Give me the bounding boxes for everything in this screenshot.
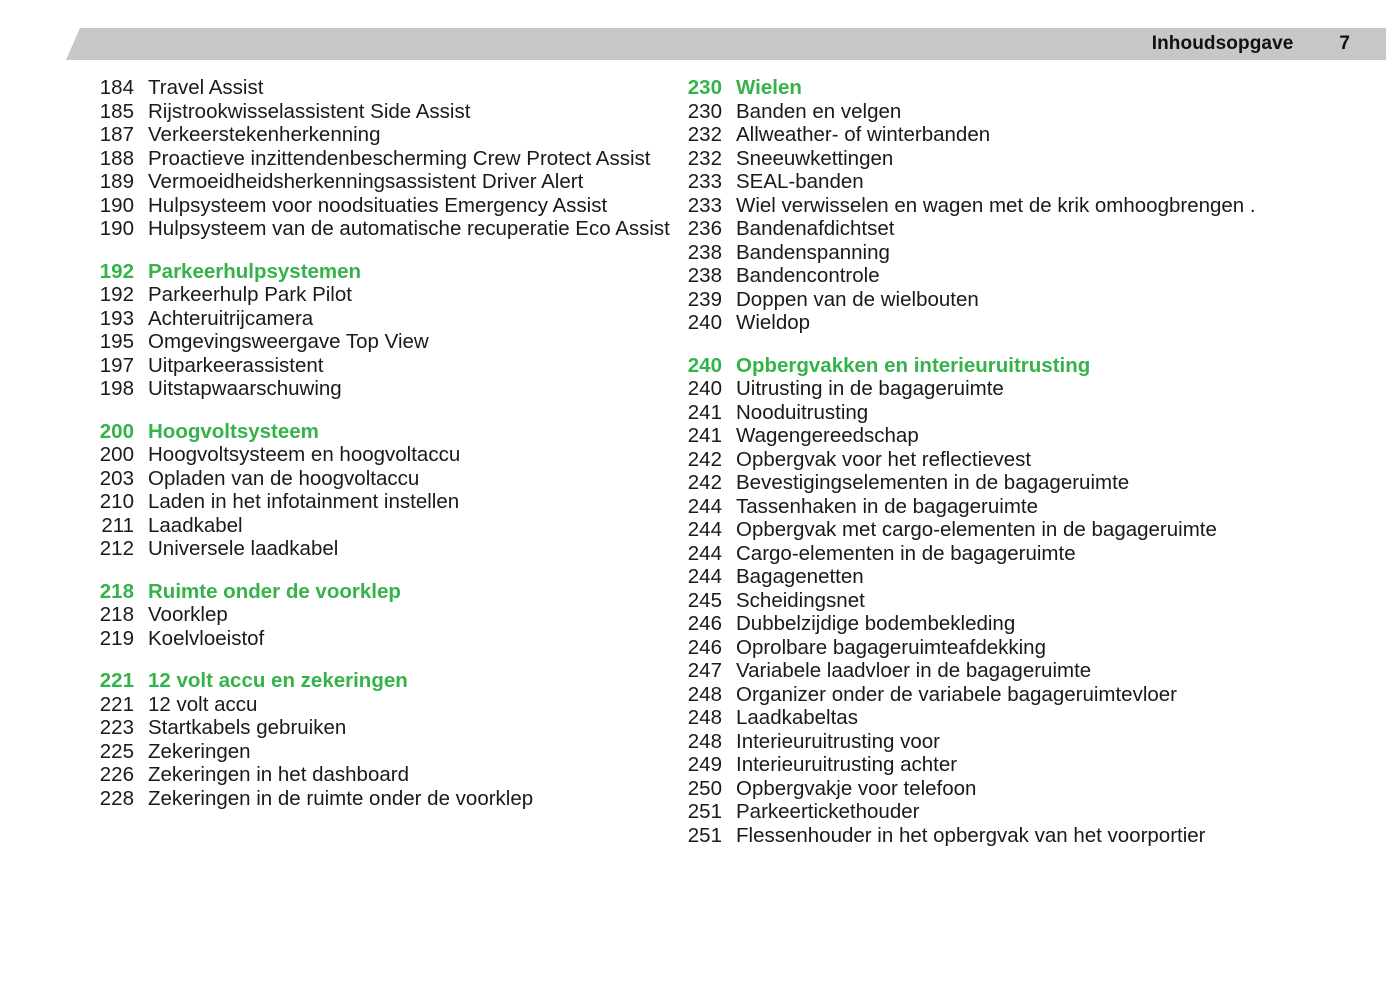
toc-entry-title: Wagengereedschap [736,424,919,447]
page-title: Inhoudsopgave [1151,33,1294,54]
toc-entry-page-number: 219 [99,626,134,650]
toc-entry-page-number: 221 [99,692,134,716]
toc-entry-row[interactable] [652,614,1386,635]
toc-entry-page-number: 248 [687,706,722,729]
toc-entry-page-number: 230 [687,99,722,123]
toc-entry-title: Parkeertickethouder [736,800,920,823]
toc-entry-row[interactable] [72,353,652,377]
toc-entry-page-number: 236 [687,217,722,240]
toc-entry-row[interactable] [72,692,652,716]
toc-entry-row[interactable] [652,567,1386,588]
toc-entry-page-number: 200 [99,419,134,443]
toc-entry-title: Allweather- of winterbanden [736,123,991,146]
toc-entry-title: SEAL-banden [736,170,864,193]
toc-entry-title: Nooduitrusting [736,400,869,424]
toc-entry-row[interactable] [652,99,1386,123]
toc-entry-row[interactable] [652,473,1386,494]
toc-entry-row[interactable] [652,729,1386,753]
toc-entry-row[interactable] [652,146,1386,170]
toc-entry-page-number: 185 [99,99,134,123]
toc-entry-page-number: 187 [99,123,134,146]
toc-entry-row[interactable] [652,313,1386,334]
toc-entry-page-number: 251 [687,823,722,847]
toc-entry-title: Koelvloeistof [148,626,265,650]
toc-column-left [0,76,670,849]
toc-entry-title: Wielen [736,76,802,99]
toc-entry-row[interactable] [652,125,1386,146]
toc-entry-title: Opbergvakken en interieuruitrusting [736,353,1091,377]
toc-entry-page-number: 241 [687,400,722,424]
toc-entry-row[interactable] [72,332,652,353]
toc-entry-page-number: 221 [99,669,134,692]
toc-entry-row[interactable] [652,755,1386,776]
toc-entry-title: Flessenhouder in het opbergvak van het voorportier [736,823,1206,847]
toc-entry-row[interactable] [72,146,652,170]
toc-entry-page-number: 247 [687,659,722,682]
toc-entry-title: Sneeuwkettingen [736,146,894,170]
toc-entry-title: Scheidingsnet [736,588,865,612]
toc-entry-page-number: 248 [687,682,722,706]
toc-entry-title: Wiel verwisselen en wagen met de krik omhoogbrengen . [736,193,1256,217]
toc-entry-title: Startkabels gebruiken [148,716,347,739]
toc-entry-title: Omgevingsweergave Top View [148,330,429,353]
toc-entry-title: Universele laadkabel [148,537,339,560]
toc-entry-row[interactable] [652,379,1386,400]
toc-entry-page-number: 188 [99,146,134,170]
toc-entry-title: Doppen van de wielbouten [736,287,979,311]
toc-entry-title: Hulpsysteem voor noodsituaties Emergency Assist [148,193,608,217]
toc-entry-page-number: 240 [687,377,722,400]
toc-entry-page-number: 251 [687,800,722,823]
toc-entry-page-number: 238 [687,264,722,287]
page-header [66,28,1386,60]
toc-entry-row[interactable] [72,539,652,560]
toc-entry-page-number: 190 [99,217,134,240]
toc-entry-title: Dubbelzijdige bodembekleding [736,612,1016,635]
toc-entry-title: Verkeerstekenherkenning [148,123,381,146]
toc-entry-row[interactable] [652,823,1386,847]
toc-entry-row[interactable] [72,193,652,217]
toc-entry-title: Proactieve inzittendenbescherming Crew Protect Assist [148,146,651,170]
toc-entry-title: Vermoeidheidsherkenningsassistent Driver Alert [148,170,584,193]
toc-entry-title: Bagagenetten [736,565,864,588]
toc-section-row[interactable] [72,671,652,692]
toc-entry-page-number: 248 [687,729,722,753]
toc-entry-page-number: 244 [687,494,722,518]
toc-entry-title: Interieuruitrusting achter [736,753,958,776]
toc-entry-title: Rijstrookwisselassistent Side Assist [148,99,471,123]
toc-entry-page-number: 246 [687,635,722,659]
toc-entry-page-number: 250 [687,776,722,800]
toc-entry-title: Uitparkeerassistent [148,353,324,377]
toc-entry-page-number: 223 [99,716,134,739]
toc-entry-row[interactable] [72,78,652,99]
toc-entry-page-number: 239 [687,287,722,311]
toc-entry-page-number: 226 [99,763,134,786]
toc-entry-title: Interieuruitrusting voor [736,729,940,753]
toc-entry-row[interactable] [72,765,652,786]
toc-entry-row[interactable] [72,786,652,810]
toc-entry-title: Laadkabeltas [736,706,858,729]
toc-entry-row[interactable] [652,240,1386,264]
toc-entry-page-number: 232 [687,146,722,170]
toc-entry-row[interactable] [652,588,1386,612]
toc-entry-page-number: 218 [99,579,134,603]
toc-entry-page-number: 184 [99,76,134,99]
toc-entry-title: Ruimte onder de voorklep [148,579,401,603]
toc-entry-page-number: 228 [99,786,134,810]
toc-entry-title: Hulpsysteem van de automatische recuperatie Eco Assist [148,217,670,240]
toc-entry-page-number: 225 [99,739,134,763]
toc-entry-row[interactable] [72,513,652,537]
toc-entry-row[interactable] [72,626,652,650]
toc-entry-page-number: 193 [99,306,134,330]
toc-entry-page-number: 189 [99,170,134,193]
toc-entry-row[interactable] [652,520,1386,541]
toc-entry-title: Voorklep [148,603,228,626]
toc-entry-title: Bandencontrole [736,264,880,287]
toc-entry-title: Uitstapwaarschuwing [148,377,342,400]
toc-entry-title: Hoogvoltsysteem en hoogvoltaccu [148,443,461,466]
toc-entry-page-number: 238 [687,240,722,264]
toc-entry-row[interactable] [72,217,670,240]
toc-entry-row[interactable] [652,802,1386,823]
toc-entry-row[interactable] [652,776,1386,800]
toc-entry-row[interactable] [652,193,1386,217]
toc-entry-title: Uitrusting in de bagageruimte [736,377,1004,400]
toc-entry-title: Achteruitrijcamera [148,306,314,330]
toc-entry-row[interactable] [652,494,1386,518]
toc-entry-row[interactable] [72,306,652,330]
toc-entry-title: Laadkabel [148,513,243,537]
toc-entry-page-number: 192 [99,283,134,306]
toc-entry-page-number: 198 [99,377,134,400]
toc-entry-page-number: 232 [687,123,722,146]
toc-entry-title: Travel Assist [148,76,264,99]
toc-section-row[interactable] [652,78,1386,99]
toc-entry-page-number: 190 [99,193,134,217]
toc-entry-title: Oprolbare bagageruimteafdekking [736,635,1046,659]
toc-entry-title: Tassenhaken in de bagageruimte [736,494,1039,518]
toc-entry-page-number: 218 [99,603,134,626]
toc-entry-page-number: 210 [99,490,134,513]
toc-entry-row[interactable] [652,287,1386,311]
toc-entry-title: Opbergvakje voor telefoon [736,776,977,800]
toc-entry-row[interactable] [652,400,1386,424]
toc-entry-page-number: 242 [687,471,722,494]
header-content [1152,28,1350,60]
toc-section-row[interactable] [72,419,652,443]
toc-entry-row[interactable] [652,682,1386,706]
toc-entry-title: Zekeringen in de ruimte onder de voorklep [148,786,534,810]
toc-entry-title: Parkeerhulp Park Pilot [148,283,352,306]
toc-entry-page-number: 240 [687,311,722,334]
toc-entry-page-number: 242 [687,447,722,471]
toc-entry-row[interactable] [652,661,1386,682]
page-number: 7 [1339,33,1350,54]
toc-entry-page-number: 212 [99,537,134,560]
toc-entry-page-number: 244 [687,565,722,588]
toc-entry-row[interactable] [72,718,652,739]
toc-entry-row[interactable] [72,99,652,123]
toc-entry-title: Zekeringen [148,739,251,763]
toc-section-row[interactable] [72,259,652,283]
toc-entry-row[interactable] [72,285,652,306]
toc-entry-page-number: 233 [687,193,722,217]
toc-entry-page-number: 246 [687,612,722,635]
toc-entry-title: Banden en velgen [736,99,902,123]
toc-entry-page-number: 211 [101,513,134,537]
toc-section-row[interactable] [652,353,1386,377]
toc-entry-page-number: 200 [99,443,134,466]
toc-entry-title: Zekeringen in het dashboard [148,763,409,786]
toc-entry-row[interactable] [652,635,1386,659]
toc-entry-title: Cargo-elementen in de bagageruimte [736,541,1076,565]
toc-entry-row[interactable] [72,605,652,626]
toc-entry-title: Bandenspanning [736,240,890,264]
toc-entry-page-number: 192 [99,259,134,283]
toc-columns [0,78,1386,849]
toc-entry-row[interactable] [652,219,1386,240]
toc-entry-title: Organizer onder de variabele bagageruimtevloer [736,682,1178,706]
toc-entry-page-number: 244 [687,518,722,541]
toc-entry-row[interactable] [72,379,652,400]
toc-entry-row[interactable] [72,445,652,466]
toc-entry-row[interactable] [72,125,652,146]
toc-entry-row[interactable] [72,492,652,513]
toc-entry-page-number: 203 [99,466,134,490]
toc-entry-title: Bevestigingselementen in de bagageruimte [736,471,1130,494]
toc-entry-title: Wieldop [736,311,811,334]
toc-entry-page-number: 230 [687,76,722,99]
toc-entry-page-number: 240 [687,353,722,377]
toc-section-row[interactable] [72,579,652,603]
toc-entry-row[interactable] [72,172,652,193]
toc-entry-title: Bandenafdichtset [736,217,895,240]
toc-entry-page-number: 244 [687,541,722,565]
toc-entry-page-number: 195 [99,330,134,353]
toc-entry-page-number: 233 [687,170,722,193]
toc-entry-row[interactable] [652,541,1386,565]
toc-entry-page-number: 245 [687,588,722,612]
toc-entry-title: Opladen van de hoogvoltaccu [148,466,420,490]
toc-entry-title: Parkeerhulpsystemen [148,259,362,283]
toc-entry-page-number: 249 [687,753,722,776]
toc-entry-row[interactable] [72,466,652,490]
toc-entry-row[interactable] [652,266,1386,287]
toc-entry-row[interactable] [652,172,1386,193]
toc-entry-row[interactable] [652,708,1386,729]
toc-entry-title: Hoogvoltsysteem [148,419,319,443]
toc-entry-title: Opbergvak met cargo-elementen in de bagageruimte [736,518,1217,541]
toc-entry-title: 12 volt accu en zekeringen [148,669,408,692]
toc-entry-row[interactable] [652,447,1386,471]
toc-entry-page-number: 197 [99,353,134,377]
toc-entry-title: Laden in het infotainment instellen [148,490,460,513]
toc-entry-row[interactable] [72,739,652,763]
toc-column-right [652,78,1386,849]
toc-entry-row[interactable] [652,426,1386,447]
toc-entry-title: 12 volt accu [148,692,258,716]
toc-entry-title: Opbergvak voor het reflectievest [736,447,1032,471]
toc-entry-page-number: 241 [687,424,722,447]
toc-entry-title: Variabele laadvloer in de bagageruimte [736,659,1092,682]
